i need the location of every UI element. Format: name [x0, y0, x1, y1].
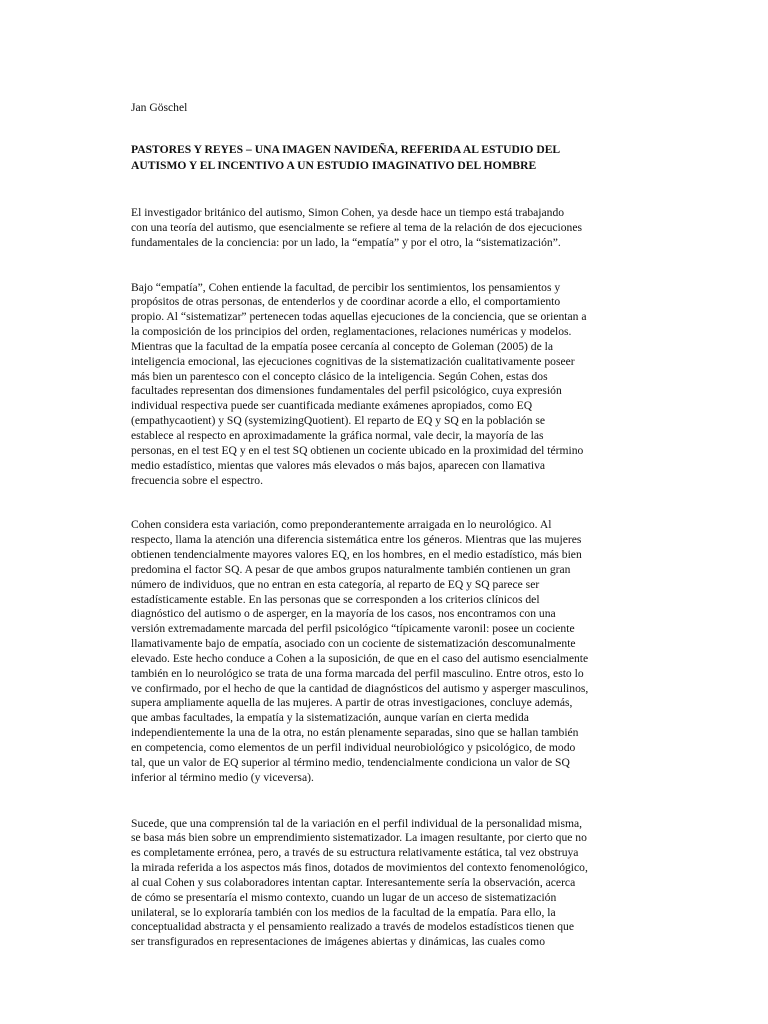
paragraph-empathy: Bajo “empatía”, Cohen entiende la facultad, de percibir los sentimientos, los pensamientos y propósitos de otras personas, de entenderlos y de coordinar acorde a ello, el comportamiento propio. Al “sistematizar” pertenecen todas aquellas ejecuciones de la conciencia, que se orientan a la composición de los principios del orden, reglamentaciones, relaciones numéricas y modelos. Mientras que la facultad de la empatía posee cercanía al concepto de Goleman (2005) de la inteligencia emocional, las ejecuciones cognitivas de la sistematización cualitativamente poseer más bien un parentesco con el concepto clásico de la inteligencia. Según Cohen, estas dos facultades representan dos dimensiones fundamentales del perfil psicológico, cuya expresión individual respectiva puede ser cuantificada mediante exámenes apropiados, como EQ (empathycaotient) y SQ (systemizingQuotient). El reparto de EQ y SQ en la población se establece al respecto en aproximadamente la gráfica normal, vale decir, la mayoría de las personas, en el test EQ y en el test SQ obtienen un cociente ubicado en la proximidad del término medio estadístico, mientas que valores más elevados o más bajos, aparecen con llamativa frecuencia sobre el espectro. [131, 280, 587, 487]
paragraph-spacer [131, 488, 653, 518]
paragraph-spacer [131, 251, 653, 281]
paragraph-comprehension: Sucede, que una comprensión tal de la variación en el perfil individual de la personalidad misma, se basa más bien sobre un emprendimiento sistematizador. La imagen resultante, por cierto que no es completamente errónea, pero, a través de su estructura relativamente estática, tal vez obstruya la mirada referida a los aspectos más finos, dotados de movimientos del contexto fenomenológico, al cual Cohen y sus colaboradores intentan captar. Interesantemente sería la observación, acerca de cómo se presentaría el mismo contexto, cuando un lugar de un acceso de sistematización unilateral, se lo exploraría también con los medios de la facultad de la empatía. Para ello, la conceptualidad abstracta y el pensamiento realizado a través de modelos estadísticos tienen que ser transfigurados en representaciones de imágenes abiertas y dinámicas, las cuales como [131, 816, 588, 949]
paragraph-spacer [131, 786, 653, 817]
paragraph-intro: El investigador británico del autismo, Simon Cohen, ya desde hace un tiempo está trabajando con una teoría del autismo, que esencialmente se refiere al tema de la relación de dos ejecuciones fundamentales de la conciencia: por un lado, la “empatía” y por el otro, la “sistematización”. [131, 206, 582, 249]
paragraph-variation: Cohen considera esta variación, como preponderantemente arraigada en lo neurológico. Al respecto, llama la atención una diferencia sistemática entre los géneros. Mientras que las mujeres obtienen tendencialmente mayores valores EQ, en los hombres, en el medio estadístico, más bien predomina el factor SQ. A pesar de que ambos grupos naturalmente también contienen un gran número de individuos, que no entran en esta categoría, al reparto de EQ y SQ parece ser estadísticamente estable. En las personas que se corresponden a los criterios clínicos del diagnóstico del autismo o de asperger, en la mayoría de los casos, nos encontramos con una versión extremadamente marcada del perfil psicológico “típicamente varonil: posee un cociente llamativamente bajo de empatía, asociado con un cociente de sistematización descomunalmente elevado. Este hecho conduce a Cohen a la suposición, de que en el caso del autismo esencialmente también en lo neurológico se trata de una forma marcada del perfil masculino. Entre otros, esto lo ve confirmado, por el hecho de que la cantidad de diagnósticos del autismo y asperger masculinos, supera ampliamente aquella de las mujeres. A partir de otras investigaciones, concluye además, que ambas facultades, la empatía y la sistematización, aunque varían en cierta medida independientemente la una de la otra, no están plenamente separadas, sino que se hallan también en competencia, como elementos de un perfil individual neurobiológico y psicológico, de modo tal, que un valor de EQ superior al término medio, tendencialmente condiciona un valor de SQ inferior al término medio (y viceversa). [131, 518, 589, 784]
author-name: Jan Göschel [131, 101, 188, 114]
document-page [131, 100, 653, 950]
document-title: PASTORES Y REYES – UNA IMAGEN NAVIDEÑA, REFERIDA AL ESTUDIO DEL AUTISMO Y EL INCENTIVO A UN ESTUDIO IMAGINATIVO DEL HOMBRE [131, 143, 561, 172]
